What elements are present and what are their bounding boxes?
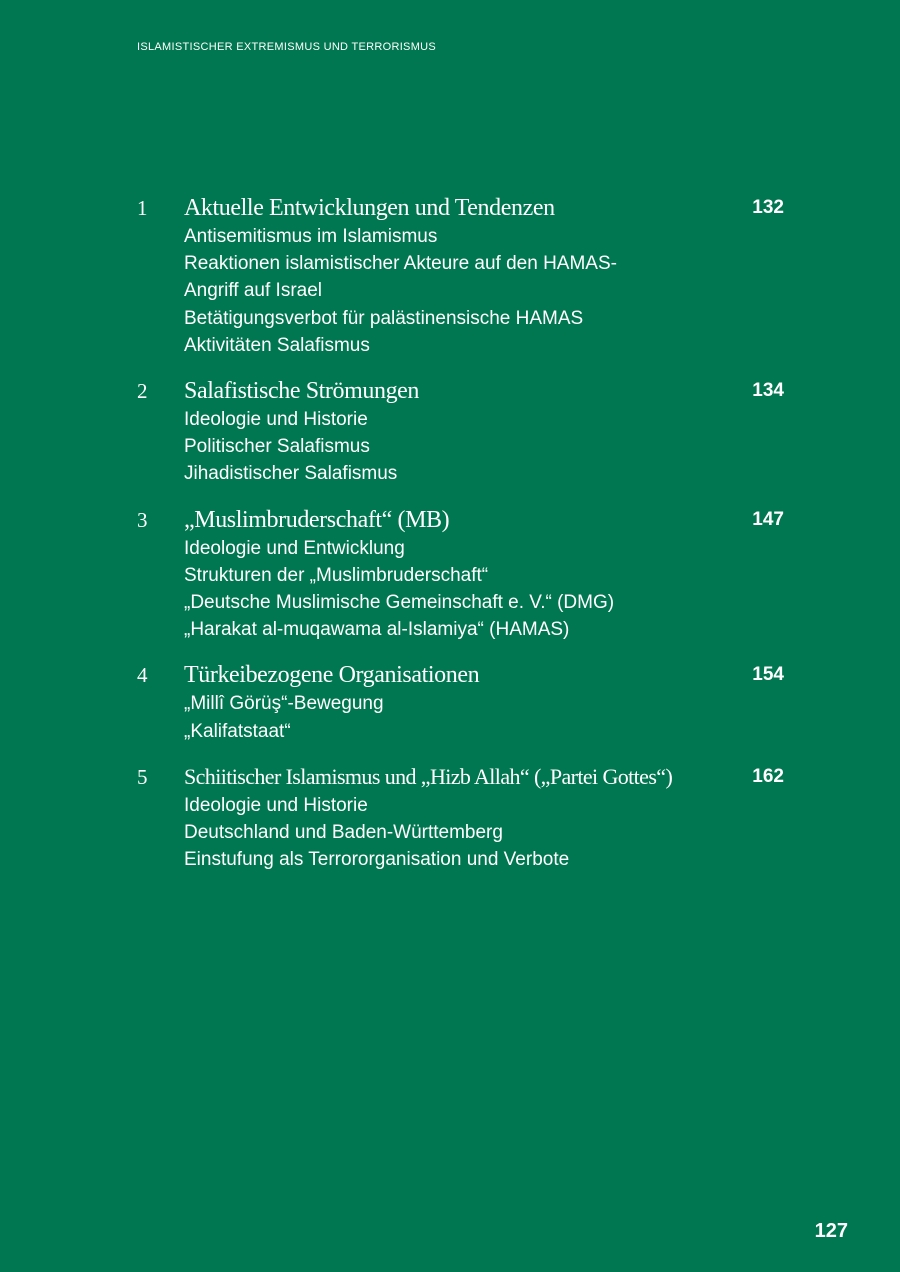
chapter-heading-row [137, 505, 787, 535]
subsection-item: Aktivitäten Salafismus [184, 334, 370, 356]
chapter-heading-row [137, 376, 787, 406]
chapter-title: Türkeibezogene Organisationen [184, 662, 480, 689]
subsection-item: „Deutsche Muslimische Gemeinschaft e. V.“ (DMG) [184, 592, 615, 614]
table-of-contents [137, 193, 787, 890]
chapter-page-number: 147 [752, 508, 784, 530]
subsection-item: Politischer Salafismus [184, 436, 370, 458]
chapter-page-number: 132 [752, 197, 784, 218]
chapter-number: 3 [137, 507, 148, 532]
subsection-item: Einstufung als Terrororganisation und Verbote [184, 849, 570, 871]
subsection-item: „Kalifatstaat“ [184, 720, 291, 742]
subsection-item: Angriff auf Israel [184, 280, 323, 302]
chapter-number: 1 [137, 196, 148, 220]
subsection-item: Reaktionen islamistischer Akteure auf den HAMAS- [184, 253, 617, 275]
chapter-page-number: 134 [752, 380, 784, 402]
subsection-item: Antisemitismus im Islamismus [184, 226, 438, 247]
chapter-title: „Muslimbruderschaft“ (MB) [184, 506, 450, 533]
chapter-title: Salafistische Strömungen [184, 378, 420, 405]
chapter-number: 2 [137, 379, 148, 404]
subsection-item: Ideologie und Entwicklung [184, 537, 405, 559]
toc-chapter-2 [137, 376, 787, 488]
chapter-title: Schiitischer Islamismus und „Hizb Allah“ („Partei Gottes“) [184, 763, 673, 789]
toc-chapter-3 [137, 505, 787, 644]
subsection-item: Ideologie und Historie [184, 409, 368, 431]
subsection-list [137, 792, 787, 874]
subsection-item: „Harakat al-muqawama al-Islamiya“ (HAMAS) [184, 619, 570, 641]
chapter-heading-row [137, 660, 787, 690]
subsection-item: Betätigungsverbot für palästinensische HAMAS [184, 307, 584, 329]
chapter-number: 5 [137, 764, 148, 789]
subsection-item: Ideologie und Historie [184, 794, 368, 816]
chapter-heading-row [137, 193, 787, 223]
page-number: 127 [814, 1220, 848, 1242]
subsection-list [137, 690, 787, 744]
chapter-number: 4 [137, 663, 148, 688]
running-header: ISLAMISTISCHER EXTREMISMUS UND TERRORISMUS [137, 41, 437, 53]
subsection-item: Jihadistischer Salafismus [184, 463, 398, 485]
subsection-item: Strukturen der „Muslimbruderschaft“ [184, 564, 489, 586]
chapter-page-number: 162 [752, 765, 784, 787]
subsection-list [137, 406, 787, 488]
subsection-item: Deutschland und Baden-Württemberg [184, 822, 503, 844]
chapter-title: Aktuelle Entwicklungen und Tendenzen [184, 195, 555, 221]
chapter-page-number: 154 [752, 664, 784, 686]
chapter-heading-row [137, 762, 787, 792]
toc-chapter-5 [137, 762, 787, 874]
subsection-list [137, 535, 787, 644]
subsection-list [137, 223, 787, 359]
toc-chapter-1 [137, 193, 787, 359]
subsection-item: „Millî Görüş“-Bewegung [184, 693, 384, 715]
toc-chapter-4 [137, 660, 787, 744]
